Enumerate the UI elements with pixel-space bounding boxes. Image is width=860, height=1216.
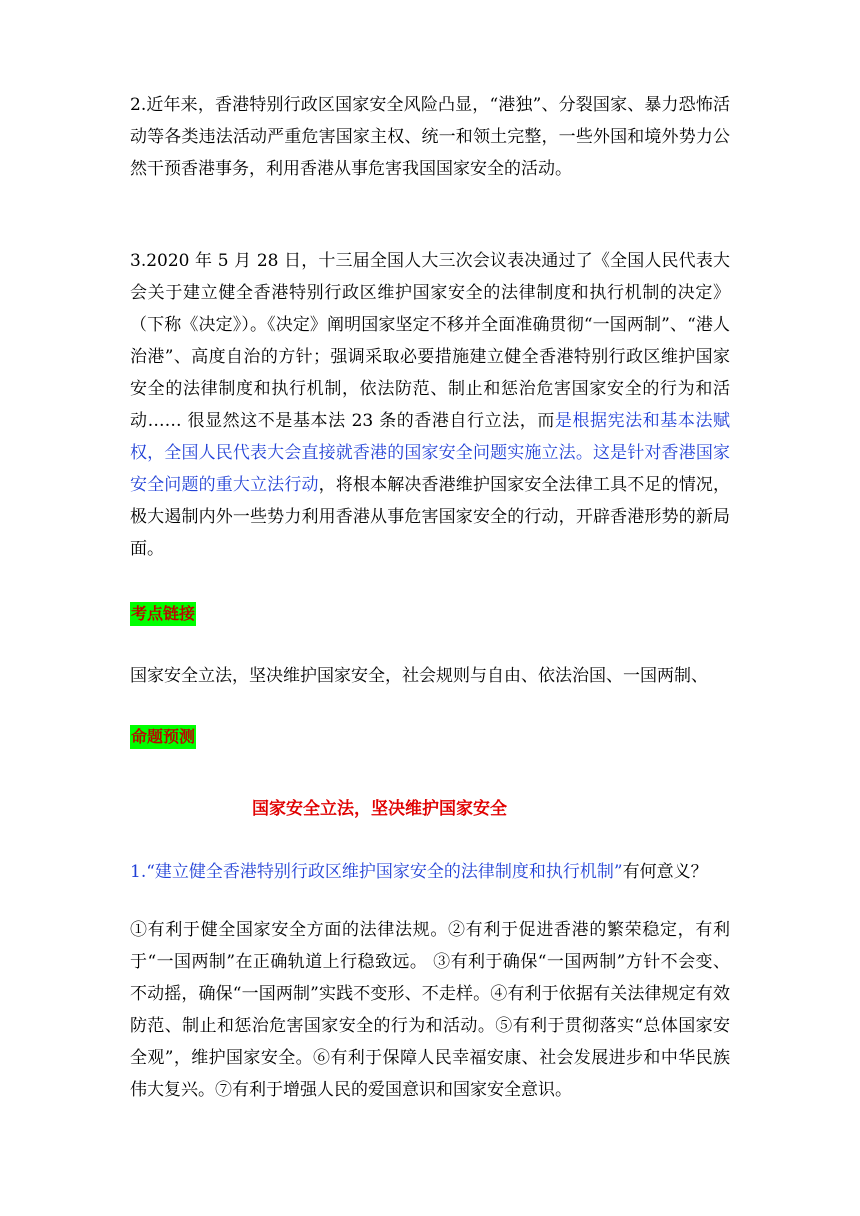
question	[130, 856, 730, 888]
answer: ①有利于健全国家安全方面的法律法规。②有利于促进香港的繁荣稳定，有利于“一国两制”在正确轨道上行稳致远。 ③有利于确保“一国两制”方针不会变、不动摇，确保“一国两制”实践不变形、不走样。④有利于依据有关法律规定有效防范、制止和惩治危害国家安全的行为和活动。⑤有利于贯彻落实“总体国家安全观”，维护国家安全。⑥有利于保障人民幸福安康、社会发展进步和中华民族伟大复兴。⑦有利于增强人民的爱国意识和国家安全意识。	[130, 920, 730, 1100]
section-title: 国家安全立法，坚决维护国家安全	[252, 799, 507, 819]
kaodian-text: 国家安全立法，坚决维护国家安全，社会规则与自由、依法治国、一国两制、	[130, 666, 708, 686]
question-text: 1.“建立健全香港特别行政区维护国家安全的法律制度和执行机制”	[130, 862, 623, 882]
paragraph-3	[130, 245, 730, 565]
paragraph-2: 2.近年来，香港特别行政区国家安全风险凸显，“港独”、分裂国家、暴力恐怖活动等各类违法活动严重危害国家主权、统一和领土完整，一些外国和境外势力公然干预香港事务，利用香港从事危害我国国家安全的活动。	[130, 95, 730, 179]
paragraph-3-text-end: ，将根本解决香港维护国家安全法律工具不足的情况，极大遏制内外一些势力利用香港从事危害国家安全的行动，开辟香港形势的新局面。	[130, 475, 731, 559]
mingti-tag: 命题预测	[130, 725, 196, 749]
question-suffix: 有何意义？	[622, 862, 708, 882]
paragraph-3-highlight: 是根据宪法和基本法赋权，全国人民代表大会直接就香港的国家安全问题实施立法。这是针对香港国家安全问题的重大立法行动	[130, 411, 731, 495]
kaodian-tag: 考点链接	[130, 602, 196, 626]
paragraph-3-text: 3.2020 年 5 月 28 日，十三届全国人大三次会议表决通过了《全国人民代表大会关于建立健全香港特别行政区维护国家安全的法律制度和执行机制的决定》（下称《决定》）。《决定》阐明国家坚定不移并全面准确贯彻“一国两制”、“港人治港”、高度自治的方针；强调采取必要措施建立健全香港特别行政区维护国家安全的法律制度和执行机制，依法防范、制止和惩治危害国家安全的行为和活动…… 很显然这不是基本法 23 条的香港自行立法，而	[130, 251, 730, 431]
